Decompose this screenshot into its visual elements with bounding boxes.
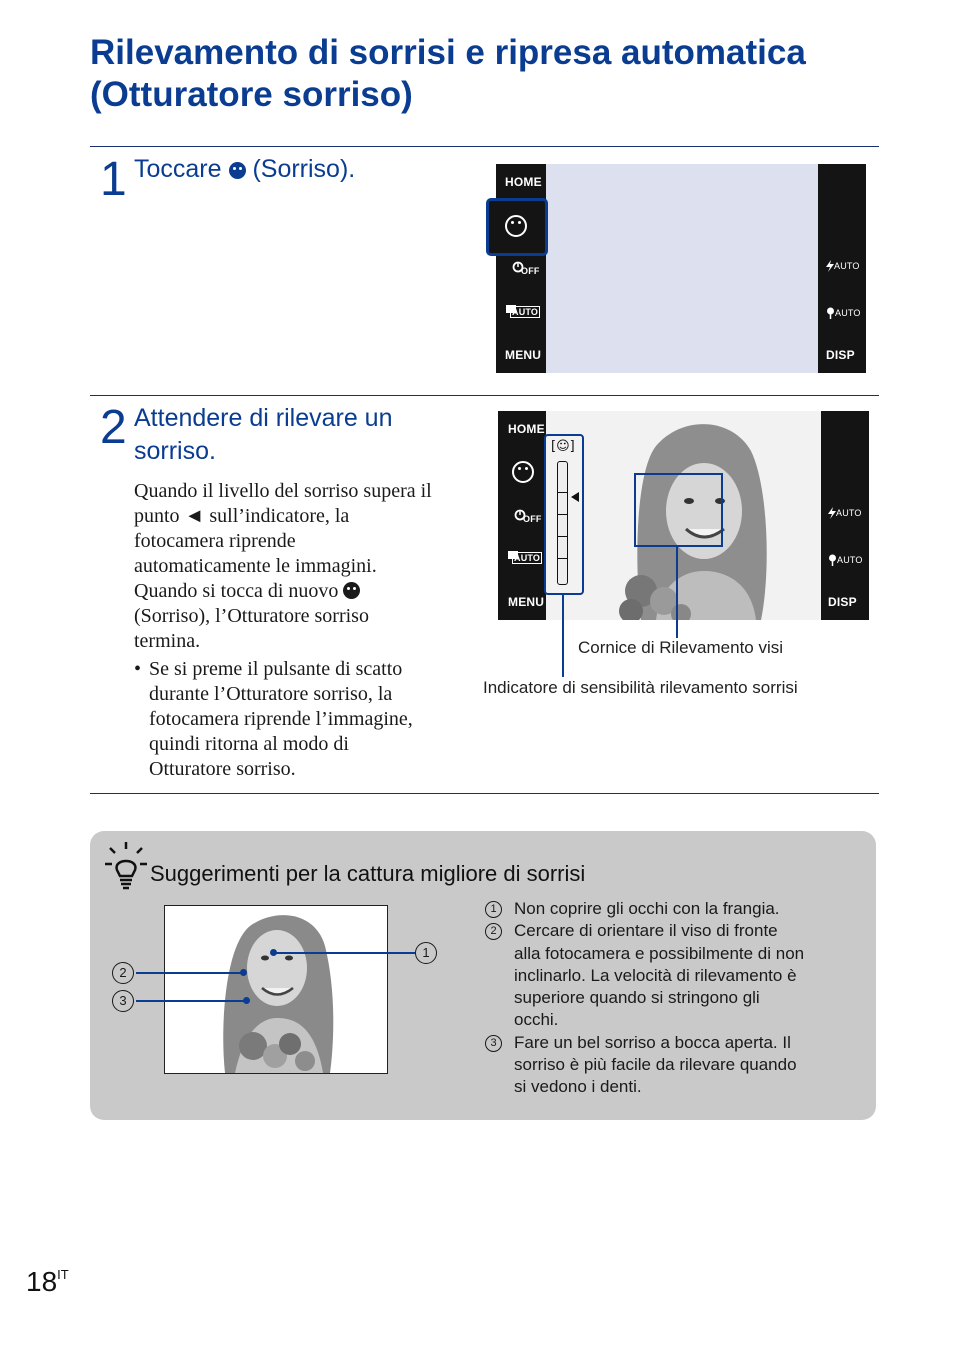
callout-line-1 [272,952,415,954]
smile-icon [505,215,527,237]
para-line: termina. [134,630,201,652]
callout-dot-2 [240,969,247,976]
bullet-line: durante l’Otturatore sorriso, la [149,683,393,705]
flash-button[interactable]: AUTO [826,259,834,277]
step-1-prefix: Toccare [134,155,222,183]
callout-dot-3 [243,997,250,1004]
indicator-caption: Indicatore di sensibilità rilevamento sorrisi [483,678,798,697]
home-button[interactable]: HOME [508,422,545,436]
smile-sensitivity-indicator [544,434,584,595]
para-line [134,579,474,604]
tips-list [484,898,864,1099]
rule-bottom [90,793,879,794]
tip-line: superiore quando si stringono gli [514,988,760,1008]
self-timer-button[interactable]: OFF [512,260,524,278]
callout-dot-1 [270,949,277,956]
tip-line: occhi. [514,1010,559,1030]
para-line: automaticamente le immagini. [134,555,377,577]
face-frame-caption: Cornice di Rilevamento visi [578,638,784,657]
tip-item-2 [484,920,864,1031]
step-2-heading [134,402,392,468]
step-1-heading [134,153,355,186]
page-title [90,32,910,116]
smile-button[interactable] [512,461,534,483]
bullet-line: Otturatore sorriso. [149,758,296,780]
smile-icon [343,582,360,599]
macro-button[interactable]: AUTO [828,553,837,571]
menu-button[interactable]: MENU [505,348,542,362]
rule-top [90,146,879,147]
rule-middle [90,395,879,396]
callout-number-2: 2 [112,962,134,984]
tip-item-1 [484,898,864,920]
callout-number-1: 1 [415,942,437,964]
step-1-number: 1 [100,153,127,206]
tip-number: 2 [485,923,502,940]
tip-line: Non coprire gli occhi con la frangia. [514,899,780,918]
flash-button[interactable]: AUTO [828,506,836,524]
bullet-line: Se si preme il pulsante di scatto [149,658,403,680]
step-2-heading-line-2: sorriso. [134,437,216,465]
camera-screen-1 [496,164,866,373]
step-2-heading-line-1: Attendere di rilevare un [134,404,393,432]
scene-button[interactable]: AUTO [506,300,516,318]
para-line: punto ◄ sull’indicatore, la [134,505,350,527]
macro-flower-icon [826,307,835,319]
step-2-paragraph [134,479,474,654]
para-line: fotocamera riprende [134,530,296,552]
page-language: IT [57,1267,69,1282]
home-button[interactable]: HOME [505,175,542,189]
live-view-area [546,164,818,373]
disp-button[interactable]: DISP [828,595,857,609]
callout-number-3: 3 [112,990,134,1012]
tip-line: si vedono i denti. [514,1077,642,1097]
threshold-arrow-icon [571,492,579,502]
tip-line: inclinarlo. La velocità di rilevamento è [514,965,797,985]
callout-line-3 [136,1000,246,1002]
face-detection-frame [634,473,723,547]
title-line-2: (Otturatore sorriso) [90,75,413,114]
tips-heading: Suggerimenti per la cattura migliore di sorrisi [150,861,586,886]
menu-button[interactable]: MENU [508,595,545,609]
tip-number: 1 [485,901,502,918]
macro-flower-icon [828,554,837,566]
bullet-line: fotocamera riprende l’immagine, [149,708,413,730]
disp-button[interactable]: DISP [826,348,855,362]
callout-line-2 [136,972,243,974]
indicator-bar [557,461,568,585]
step-2-number: 2 [100,401,127,454]
para-line: Quando il livello del sorriso supera il [134,480,432,502]
flash-icon [828,507,836,519]
page-number [26,1266,69,1298]
indicator-leader-line [562,593,564,677]
self-timer-button[interactable]: OFF [514,508,526,526]
tip-lightbulb-icon [104,840,150,892]
indicator-label: [☺] [551,439,575,454]
smile-button-highlight[interactable] [486,198,548,256]
tip-line: sorriso è più facile da rilevare quando [514,1055,797,1075]
tip-line: alla fotocamera e possibilmente di non [514,943,805,963]
title-line-1: Rilevamento di sorrisi e ripresa automatica [90,33,806,72]
bullet-line: quindi ritorna al modo di [149,733,349,755]
tip-item-3 [484,1032,864,1099]
tip-line: Cercare di orientare il viso di fronte [514,921,778,941]
camera-screen-2 [498,411,869,620]
tip-line: Fare un bel sorriso a bocca aperta. Il [514,1032,791,1052]
bullet-marker: • [134,658,142,680]
face-frame-leader-line [676,546,678,638]
smile-icon [229,162,246,179]
para-text: Quando si tocca di nuovo [134,580,339,602]
para-line: (Sorriso), l’Otturatore sorriso [134,605,369,627]
flash-icon [826,260,834,272]
scene-button[interactable]: AUTO [508,546,518,564]
tip-number: 3 [485,1035,502,1052]
tip-example-photo [164,905,388,1074]
step-1-suffix: (Sorriso). [252,155,356,183]
macro-button[interactable]: AUTO [826,306,835,324]
step-2-bullet [134,657,474,782]
page-number-value: 18 [26,1266,58,1297]
